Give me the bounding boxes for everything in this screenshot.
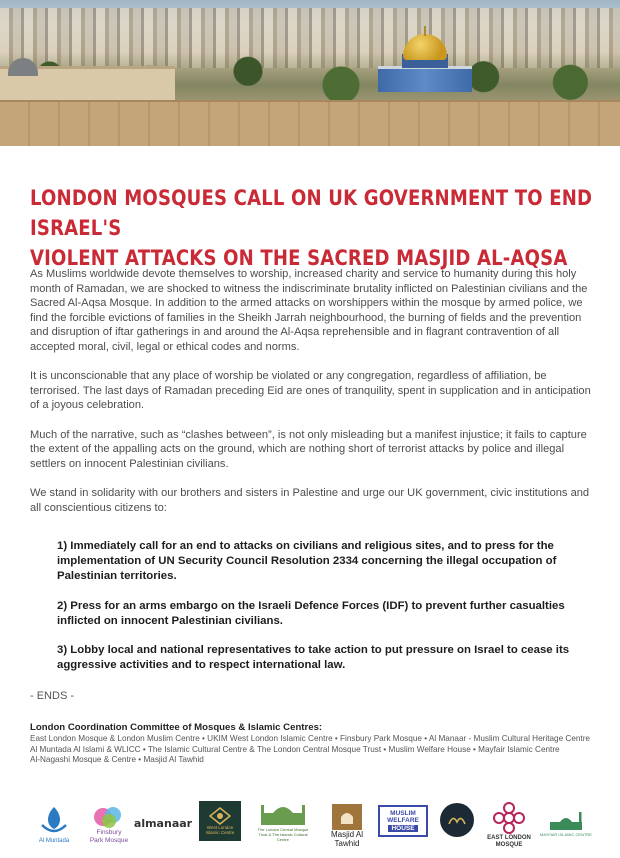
dome-of-the-rock-octagon [378,66,472,92]
muslim-welfare-house-logo [378,805,428,837]
islamic-cultural-centre-logo [252,799,314,843]
al-nagashi-logo [440,803,474,837]
tawhid-emblem [332,804,362,830]
west-london-islamic-centre-logo [199,801,241,841]
icc-mosque-icon [259,801,307,827]
paragraph-4: We stand in solidarity with our brothers and sisters in Palestine and urge our UK government, civic institutions and all conscientious citizens to: [30,486,590,514]
al-muntada-label: Al Muntada [38,838,70,844]
demand-2: 2) Press for an arms embargo on the Israeli Defence Forces (IDF) to prevent further casualties inflicted on innocent Palestinian civilians. [57,599,565,627]
elm-star-pattern-icon [492,801,526,835]
headline [30,183,602,273]
masjid-al-tawhid-logo [325,799,369,853]
committee-line-1: East London Mosque & London Muslim Centre • UKIM West London Islamic Centre • Finsbury Park Mosque • Al Manaar - Muslim Cultural Heritage Centre [30,734,590,743]
almanaar-logo [133,813,193,833]
committee-block [30,722,605,766]
mwh-label-1: MUSLIM [390,809,416,817]
demand-3: 3) Lobby local and national representatives to take action to put pressure on Israel to cease its aggressive activities and to respect international law. [57,644,570,672]
mayfair-label: MAYFAIR ISLAMIC CENTRE [540,831,592,837]
old-city-wall [0,100,620,146]
finsbury-park-logo [86,799,132,851]
demand-1: 1) Immediately call for an end to attacks on civilians and religious sites, and to press for the implementation of UN Security Council Resolution 2334 concerning the illegal occupation of Palestinian territories. [57,540,557,582]
tawhid-dome-icon [337,808,357,826]
tawhid-label-1: Masjid Al [330,830,363,839]
finsbury-park-icon [91,805,127,829]
al-muntada-icon [34,805,74,837]
almanaar-label: almanaar [133,816,193,830]
elm-label-1: EAST LONDON [487,835,531,841]
header-photo-al-aqsa [0,0,620,146]
demands-list [57,539,599,688]
elm-label-2: MOSQUE [495,842,523,848]
wlic-emblem-icon [209,807,231,825]
paragraph-2: It is unconscionable that any place of worship be violated or any congregation, regardless of affiliation, be terrorised. The last days of Ramadan preceding Eid are ones of tranquility, spent in supplication and in anticipation of a joyous celebration. [30,370,591,412]
headline-line-2: VIOLENT ATTACKS ON THE SACRED MASJID AL-AQSA [30,246,568,270]
mayfair-skyline-icon [546,810,586,832]
paragraph-3: Much of the narrative, such as “clashes between”, is not only misleading but a manifest injustice; it fails to capture the extent of the appalling acts on the ground, which are nothing short of terrorist attacks by police and illegal settlers on innocent Palestinian civilians. [30,428,587,470]
paragraph-1: As Muslims worldwide devote themselves to worship, increased charity and service to humanity during this holy month of Ramadan, we are shocked to witness the indiscriminate brutality inflicted on Palestinian civilians and the Sacred Al-Aqsa Mosque. In addition to the armed attacks on worshippers within the mosque by armed police, we find the forcible evictions of families in the Sheikh Jarrah neighbourhood, the burning of fields and the prevention and disruption of iftar gatherings in and around the Al-Aqsa reprehensible and in flagrant contravention of all accepted moral, civil, legal or ethical codes and norms. [30,268,588,353]
statement-body [30,267,598,530]
wlic-label: West London Islamic Centre [205,825,235,835]
al-nagashi-calligraphy-icon [447,812,467,828]
committee-line-2: Al Muntada Al Islami & WLICC • The Islamic Cultural Centre & The London Central Mosque Trust • Muslim Welfare House • Mayfair Islamic Centre [30,744,560,754]
committee-title: London Coordination Committee of Mosques & Islamic Centres: [30,722,323,733]
mwh-label-3: HOUSE [388,825,417,833]
east-london-mosque-logo [486,799,532,851]
headline-line-1: LONDON MOSQUES CALL ON UK GOVERNMENT TO END ISRAEL'S [30,186,593,240]
al-muntada-logo [32,803,76,847]
logo-row [28,795,598,853]
icc-label: The London Central Mosque Trust & The Islamic Cultural Centre [257,826,309,842]
tawhid-label-2: Tawhid [334,839,360,848]
committee-line-3: Al-Nagashi Mosque & Centre • Masjid Al Tawhid [30,755,204,765]
mwh-label-2: WELFARE [387,817,419,825]
ends-marker: - ENDS - [30,690,74,702]
dome-spire [424,26,426,36]
mayfair-islamic-centre-logo [538,801,594,845]
finsbury-park-label: Finsbury Park Mosque [89,829,129,844]
